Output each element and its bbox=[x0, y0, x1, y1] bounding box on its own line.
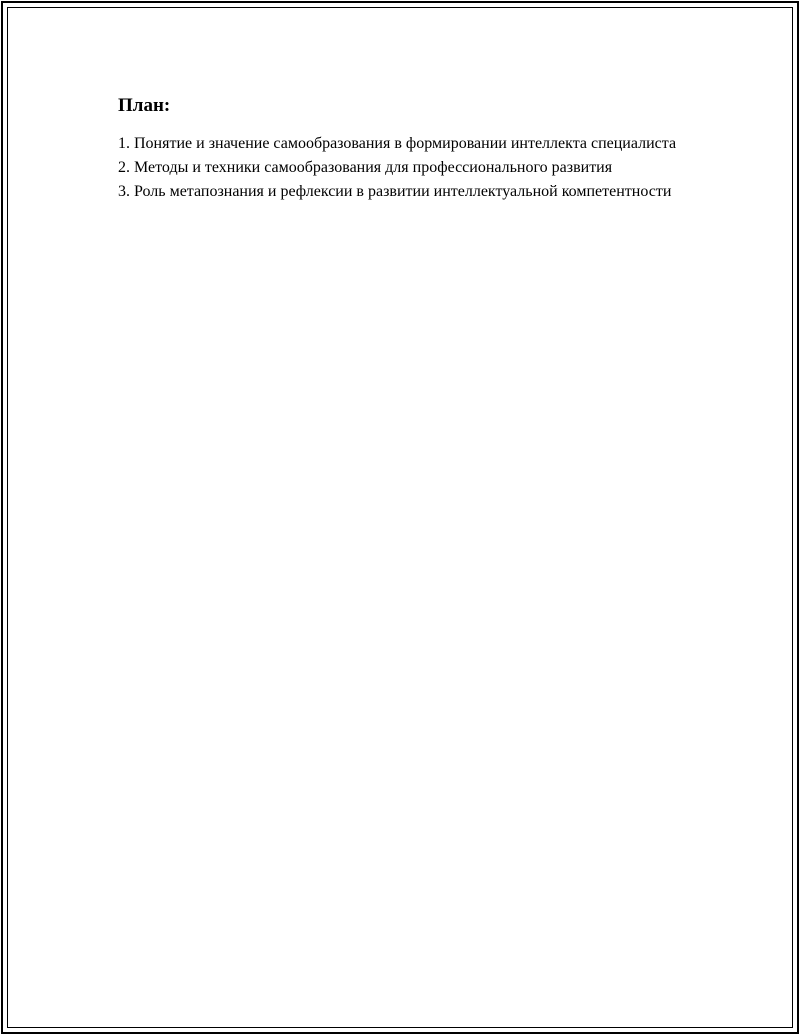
plan-item-3: 3. Роль метапознания и рефлексии в развитии интеллектуальной компетентности bbox=[118, 183, 672, 200]
plan-list bbox=[118, 132, 678, 204]
plan-item-1: 1. Понятие и значение самообразования в формировании интеллекта специалиста bbox=[118, 135, 677, 152]
plan-item-2: 2. Методы и техники самообразования для профессионального развития bbox=[118, 159, 613, 176]
plan-title: План: bbox=[118, 95, 171, 116]
document-content bbox=[118, 94, 678, 204]
